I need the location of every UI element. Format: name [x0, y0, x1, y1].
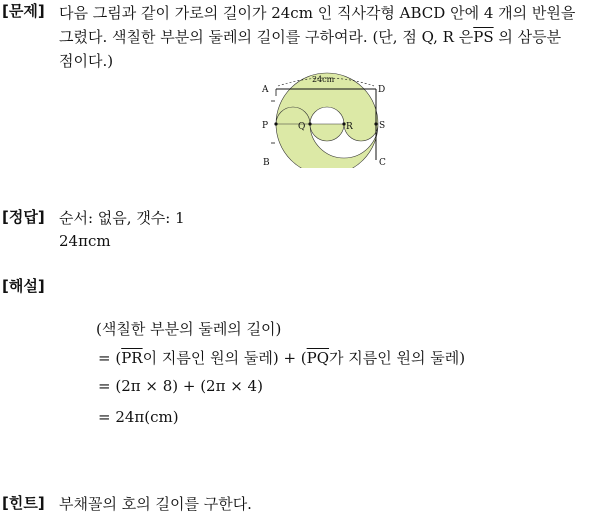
explanation-line-2 — [98, 347, 465, 368]
problem-line-1: 다음 그림과 같이 가로의 길이가 24cm 인 직사각형 ABCD 안에 4 개의 반원을 — [59, 4, 576, 22]
point-d-label: D — [378, 85, 386, 95]
segment-ps: $\overline{PS}$ — [473, 28, 494, 46]
answer-line-2: 24πcm — [59, 232, 111, 250]
point-b-label: B — [263, 158, 270, 168]
point-s-label: S — [379, 121, 386, 131]
problem-line-2-a: 그렸다. 색칠한 부분의 둘레의 길이를 구하여라. (단, 점 Q, R 은 — [59, 28, 474, 46]
problem-line-2 — [59, 26, 561, 47]
point-c-label: C — [379, 158, 386, 168]
point-r-label: R — [346, 122, 353, 132]
problem-line-3: 점이다.) — [59, 52, 114, 70]
hint-text: 부채꼴의 호의 길이를 구한다. — [59, 495, 252, 513]
point-p-label: P — [262, 121, 269, 131]
problem-label: [문제] — [2, 2, 45, 20]
explanation-line-3: = (2π × 8) + (2π × 4) — [98, 377, 263, 395]
explanation-line-2-b: 이 지름인 원의 둘레) + ( — [142, 349, 307, 367]
hint-label: [힌트] — [2, 494, 45, 512]
explanation-line-4: = 24π(cm) — [98, 408, 179, 426]
answer-label: [정답] — [2, 208, 45, 226]
problem-line-2-b: 의 삼등분 — [493, 28, 562, 46]
segment-pq: $\overline{PQ}$ — [306, 349, 330, 367]
point-q-label: Q — [298, 122, 306, 132]
explanation-label: [해설] — [2, 277, 45, 295]
answer-line-1: 순서: 없음, 갯수: 1 — [59, 209, 185, 227]
explanation-line-2-c: 가 지름인 원의 둘레) — [329, 349, 466, 367]
width-label: 24cm — [312, 75, 335, 84]
shaded-region — [276, 73, 378, 168]
explanation-line-1: (색칠한 부분의 둘레의 길이) — [96, 320, 282, 338]
segment-pr: $\overline{PR}$ — [121, 349, 143, 367]
point-a-label: A — [262, 85, 269, 95]
figure-diagram — [258, 72, 388, 168]
explanation-line-2-a: = ( — [98, 349, 122, 367]
